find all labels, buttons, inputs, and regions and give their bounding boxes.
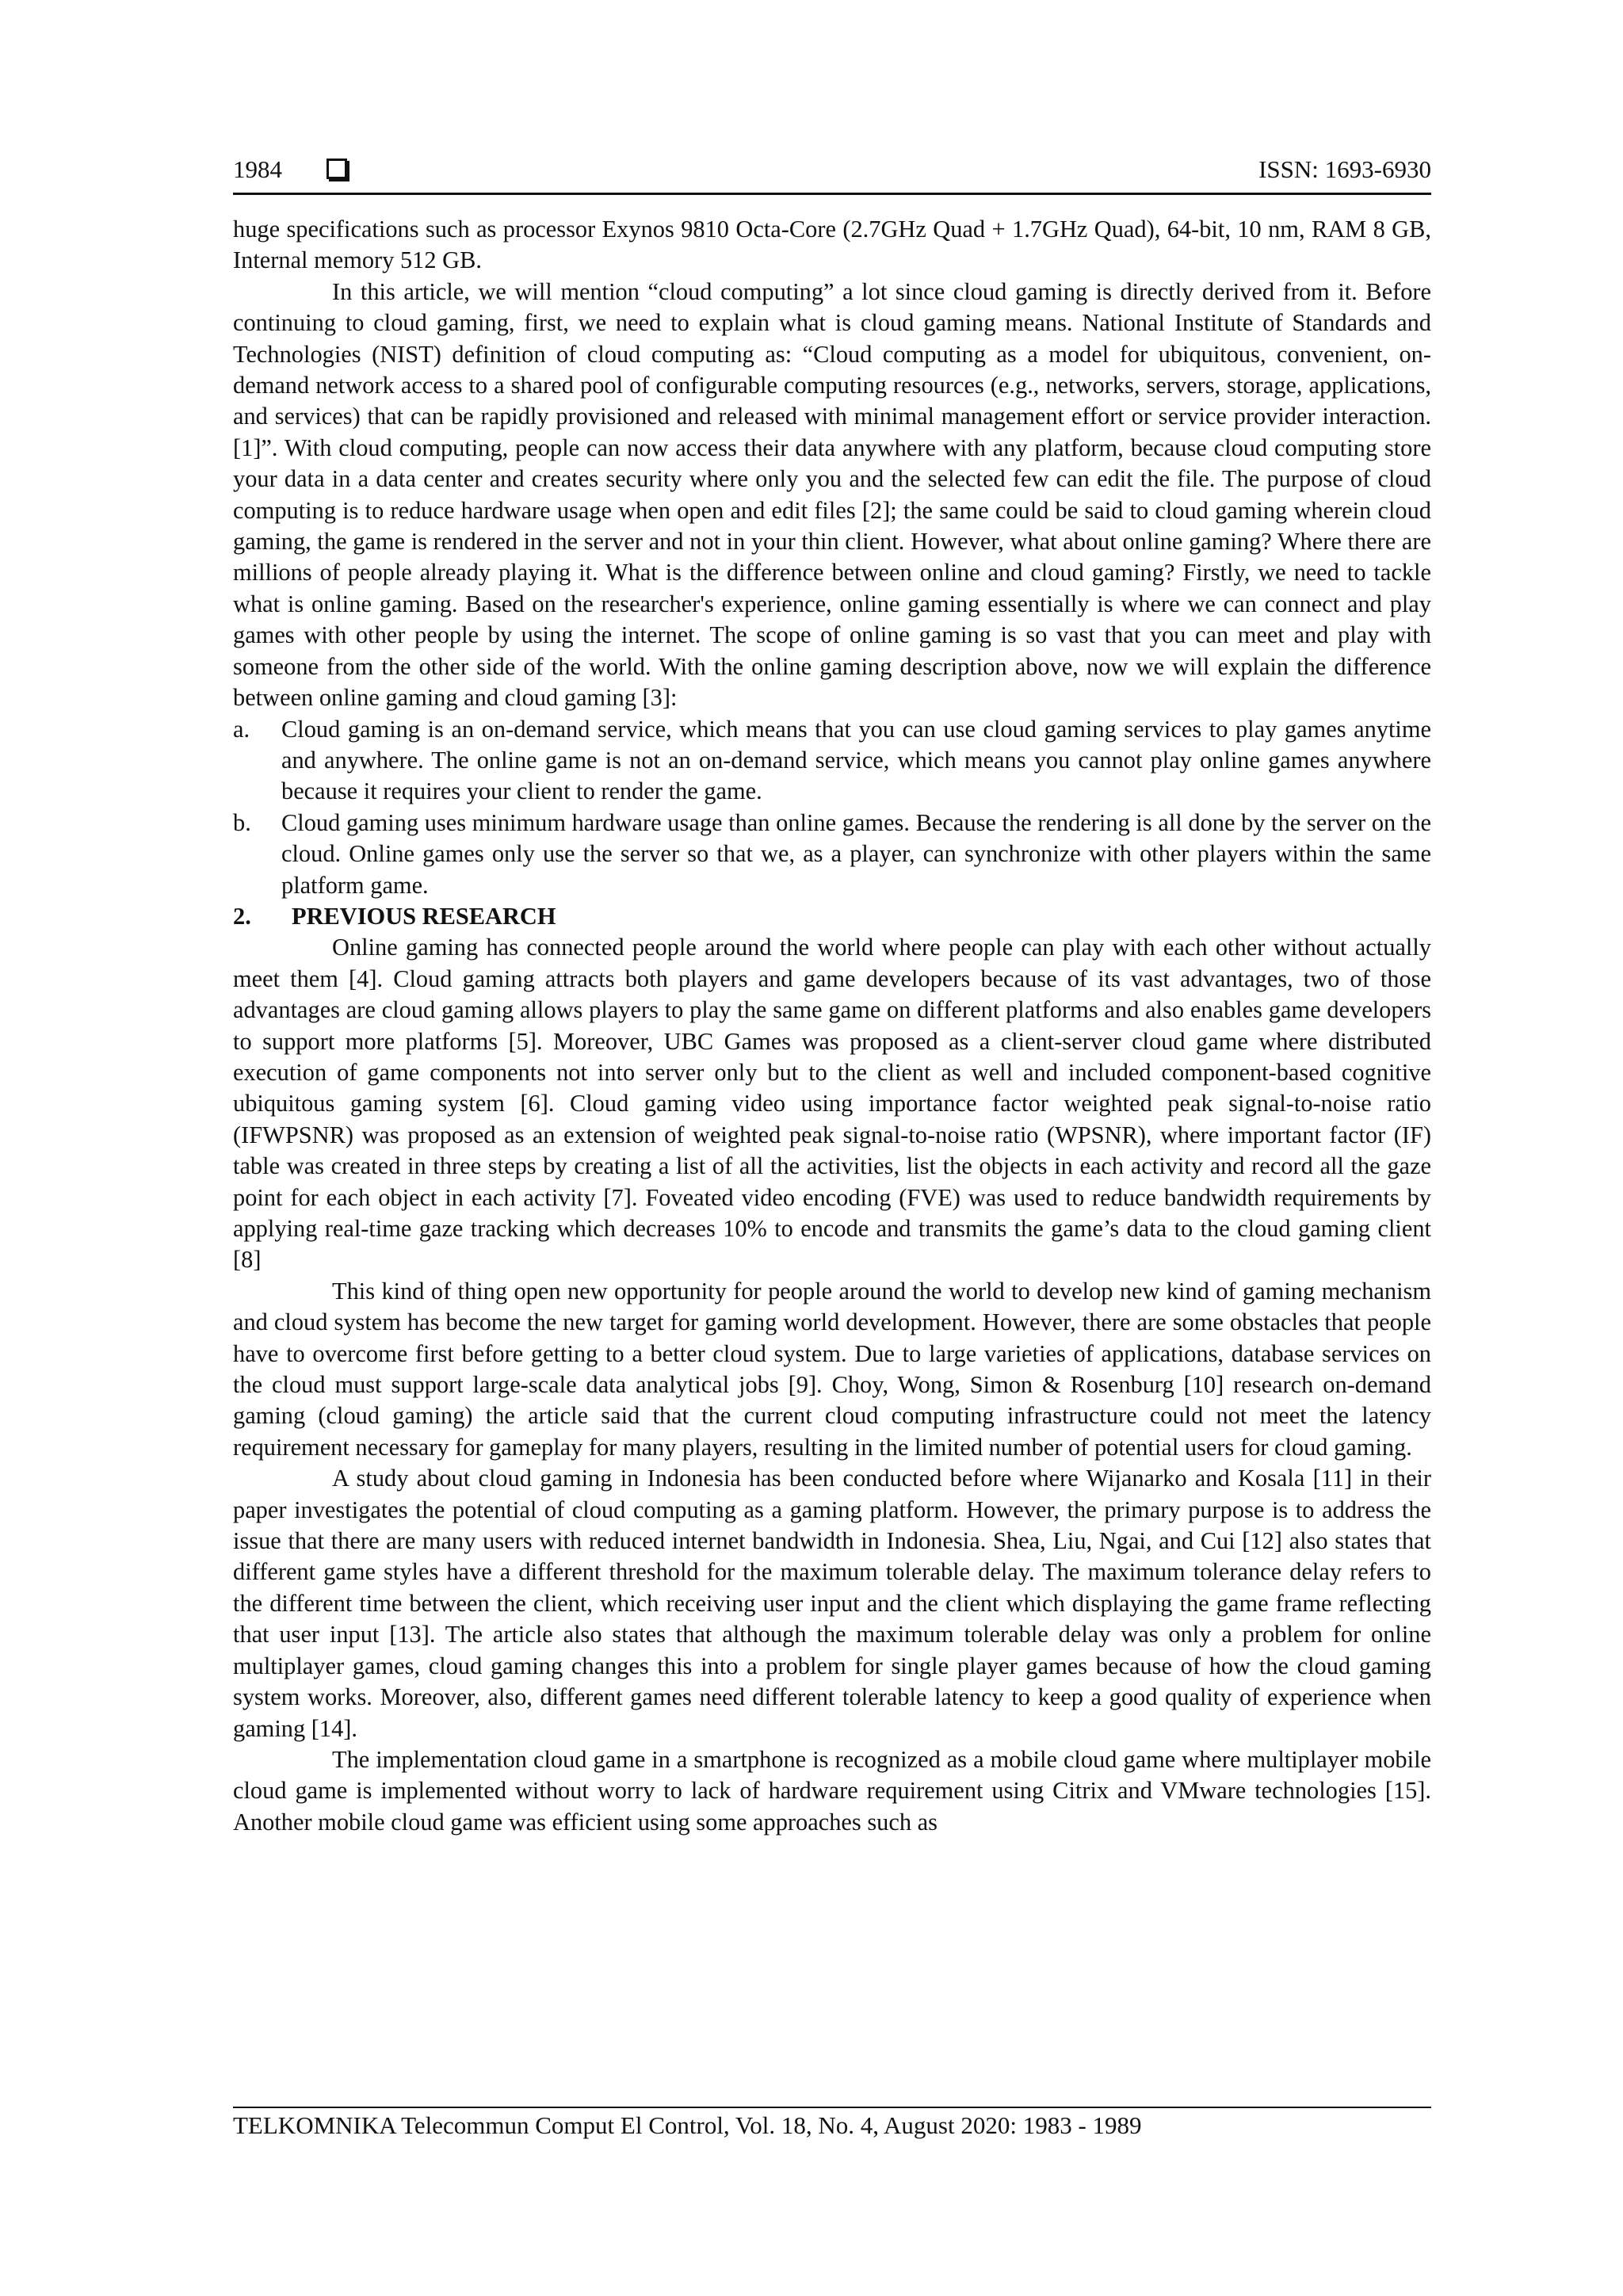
page-number: 1984 xyxy=(233,155,282,183)
list-marker: a. xyxy=(233,715,250,743)
footer-divider xyxy=(233,2107,1431,2108)
paper-page xyxy=(233,0,1431,2296)
journal-citation: TELKOMNIKA Telecommun Comput El Control, Vol. 18, No. 4, August 2020: 1983 - 1989 xyxy=(233,2111,1142,2139)
article-body xyxy=(233,214,1431,1838)
list-item-text: Cloud gaming is an on-demand service, which means that you can use cloud gaming services to play games anytime and anywhere. The online game is not an on-demand service, which means you cannot play online games anywhere because it requires your client to render the game. xyxy=(281,715,1431,805)
paragraph-cloud-computing: In this article, we will mention “cloud computing” a lot since cloud gaming is directly derived from it. Before continuing to cloud gaming, first, we need to explain what is cloud gaming means. National Institute of Standards and Technologies (NIST) definition of cloud computing as: “Cloud computing as a model for ubiquitous, convenient, on-demand network access to a shared pool of configurable computing resources (e.g., networks, servers, storage, applications, and services) that can be rapidly provisioned and released with minimal management effort or service provider interaction.[1]”. With cloud computing, people can now access their data anywhere with any platform, because cloud computing store your data in a data center and creates security where only you and the selected few can edit the file. The purpose of cloud computing is to reduce hardware usage when open and edit files [2]; the same could be said to cloud gaming wherein cloud gaming, the game is rendered in the server and not in your thin client. However, what about online gaming? Where there are millions of people already playing it. What is the difference between online and cloud gaming? Firstly, we need to tackle what is online gaming. Based on the researcher's experience, online gaming essentially is where we can connect and play games with other people by using the internet. The scope of online gaming is so vast that you can meet and play with someone from the other side of the world. With the online gaming description above, now we will explain the difference between online gaming and cloud gaming [3]: xyxy=(233,277,1431,712)
list-item xyxy=(233,808,1431,901)
paragraph-research-4: The implementation cloud game in a smartphone is recognized as a mobile cloud game where multiplayer mobile cloud game is implemented without worry to lack of hardware requirement using Citrix and VMware technologies [15]. Another mobile cloud game was efficient using some approaches such as xyxy=(233,1745,1431,1836)
paragraph-research-3: A study about cloud gaming in Indonesia has been conducted before where Wijanarko and Kosala [11] in their paper investigates the potential of cloud computing as a gaming platform. However, the primary purpose is to address the issue that there are many users with reduced internet bandwidth in Indonesia. Shea, Liu, Ngai, and Cui [12] also states that different game styles have a different threshold for the maximum tolerable delay. The maximum tolerance delay refers to the different time between the client, which receiving user input and the client which displaying the game frame reflecting that user input [13]. The article also states that although the maximum tolerable delay was only a problem for online multiplayer games, cloud gaming changes this into a problem for single player games because of how the cloud gaming system works. Moreover, also, different games need different tolerable latency to keep a good quality of experience when gaming [14]. xyxy=(233,1465,1431,1742)
paragraph-research-2: This kind of thing open new opportunity for people around the world to develop new kind of gaming mechanism and cloud system has become the new target for gaming world development. However, there are some obstacles that people have to overcome first before getting to a better cloud system. Due to large varieties of applications, database services on the cloud must support large-scale data analytical jobs [9]. Choy, Wong, Simon & Rosenburg [10] research on-demand gaming (cloud gaming) the article said that the current cloud computing infrastructure could not meet the latency requirement necessary for gameplay for many players, resulting in the limited number of potential users for cloud gaming. xyxy=(233,1277,1431,1461)
running-header xyxy=(233,155,1431,190)
header-divider xyxy=(233,193,1431,195)
paragraph-research-1: Online gaming has connected people around the world where people can play with each other without actually meet them [4]. Cloud gaming attracts both players and game developers because of its vast advantages, two of those advantages are cloud gaming allows players to play the same game on different platforms and also enables game developers to support more platforms [5]. Moreover, UBC Games was proposed as a client-server cloud game where distributed execution of game components not into server only but to the client as well and included component-based cognitive ubiquitous gaming system [6]. Cloud gaming video using importance factor weighted peak signal-to-noise ratio (IFWPSNR) was proposed as an extension of weighted peak signal-to-noise ratio (WPSNR), where important factor (IF) table was created in three steps by creating a list of all the activities, list the objects in each activity and record all the gaze point for each object in each activity [7]. Foveated video encoding (FVE) was used to reduce bandwidth requirements by applying real-time gaze tracking which decreases 10% to encode and transmits the game’s data to the cloud gaming client [8] xyxy=(233,934,1431,1274)
section-heading xyxy=(233,901,1431,932)
section-number: 2. xyxy=(233,902,251,930)
square-bullet-icon xyxy=(327,159,347,179)
section-title: PREVIOUS RESEARCH xyxy=(292,902,556,930)
comparison-list xyxy=(233,714,1431,901)
list-item-text: Cloud gaming uses minimum hardware usage than online games. Because the rendering is all done by the server on the cloud. Online games only use the server so that we, as a player, can synchronize with other players within the same platform game. xyxy=(281,808,1431,899)
paragraph-continuation: huge specifications such as processor Exynos 9810 Octa-Core (2.7GHz Quad + 1.7GHz Quad), 64-bit, 10 nm, RAM 8 GB, Internal memory 512 GB. xyxy=(233,216,1431,274)
list-item xyxy=(233,714,1431,808)
issn-label: ISSN: 1693-6930 xyxy=(1258,155,1431,183)
list-marker: b. xyxy=(233,808,251,836)
